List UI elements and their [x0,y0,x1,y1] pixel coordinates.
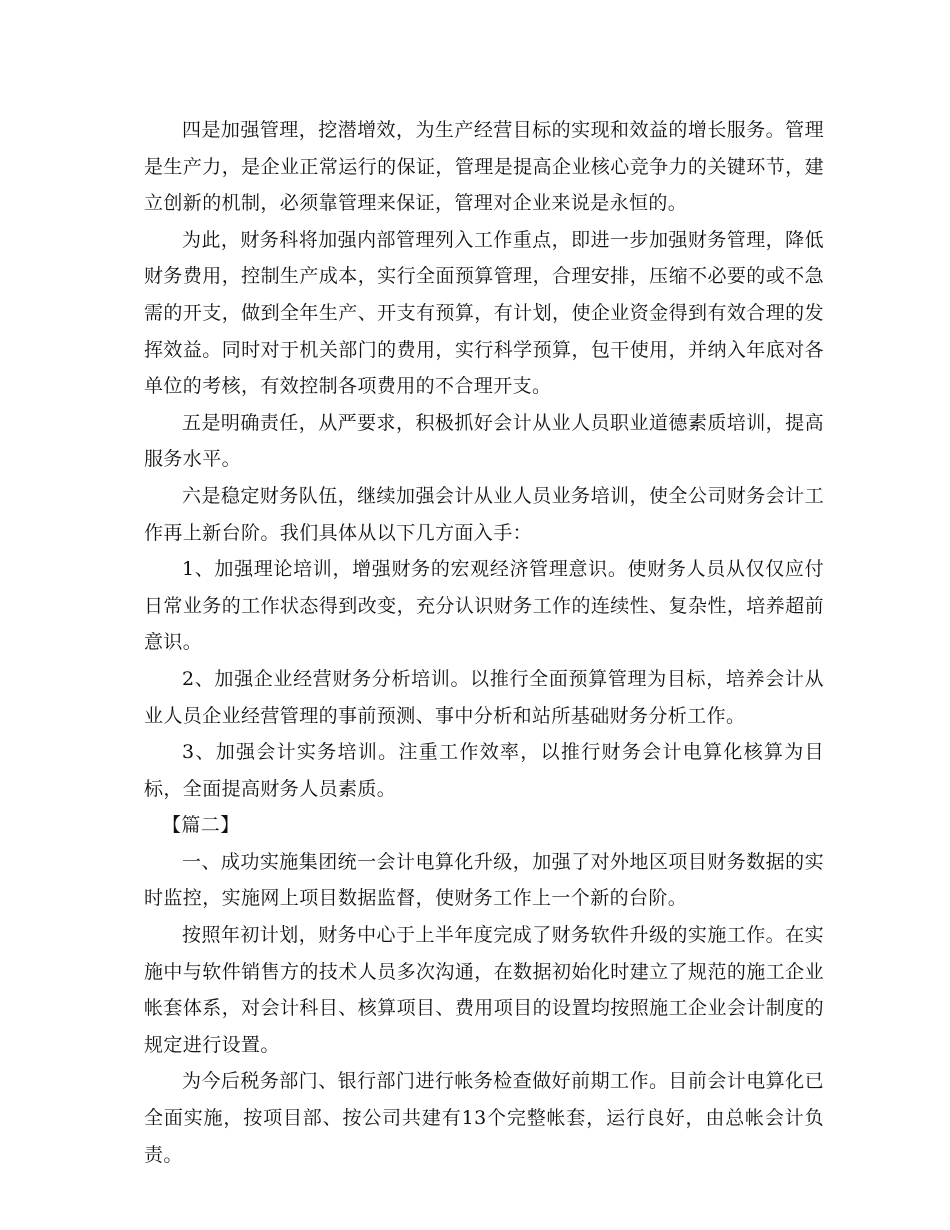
paragraph-analysis-training: 2、加强企业经营财务分析培训。以推行全面预算管理为目标，培养会计从业人员企业经营管理的事前预测、事中分析和站所基础财务分析工作。 [144,667,824,727]
paragraph-theory-training: 1、加强理论培训，增强财务的宏观经济管理意识。使财务人员从仅仅应付日常业务的工作状态得到改变，充分认识财务工作的连续性、复杂性，培养超前意识。 [144,558,824,654]
section-heading: 【篇二】 [162,814,240,837]
paragraph-budget-control: 为此，财务科将加强内部管理列入工作重点，即进一步加强财务管理，降低财务费用，控制生产成本，实行全面预算管理，合理安排，压缩不必要的或不急需的开支，做到全年生产、开支有预算，有计划，使企业资金得到有效合理的发挥效益。同时对于机关部门的费用，实行科学预算，包干使用，并纳入年底对各单位的考核，有效控制各项费用的不合理开支。 [144,228,824,398]
document-body [144,112,824,1173]
paragraph-computerization-upgrade: 一、成功实施集团统一会计电算化升级，加强了对外地区项目财务数据的实时监控，实施网上项目数据监督，使财务工作上一个新的台阶。 [144,850,824,910]
paragraph-stabilize-team: 六是稳定财务队伍，继续加强会计从业人员业务培训，使全公司财务会计工作再上新台阶。我们具体从以下几方面入手： [144,484,824,544]
paragraph-software-upgrade: 按照年初计划，财务中心于上半年度完成了财务软件升级的实施工作。在实施中与软件销售方的技术人员多次沟通，在数据初始化时建立了规范的施工企业帐套体系，对会计科目、核算项目、费用项目的设置均按照施工企业会计制度的规定进行设置。 [144,924,824,1056]
paragraph-practice-training: 3、加强会计实务培训。注重工作效率，以推行财务会计电算化核算为目标，全面提高财务人员素质。 [144,741,824,800]
paragraph-strengthen-management: 四是加强管理，挖潜增效，为生产经营目标的实现和效益的增长服务。管理是生产力，是企业正常运行的保证，管理是提高企业核心竞争力的关键环节，建立创新的机制，必须靠管理来保证，管理对企业来说是永恒的。 [144,119,824,215]
paragraph-clarify-responsibility: 五是明确责任，从严要求，积极抓好会计从业人员职业道德素质培训，提高服务水平。 [144,411,824,471]
paragraph-preparation-work: 为今后税务部门、银行部门进行帐务检查做好前期工作。目前会计电算化已全面实施，按项目部、按公司共建有13个完整帐套，运行良好，由总帐会计负责。 [144,1070,824,1166]
